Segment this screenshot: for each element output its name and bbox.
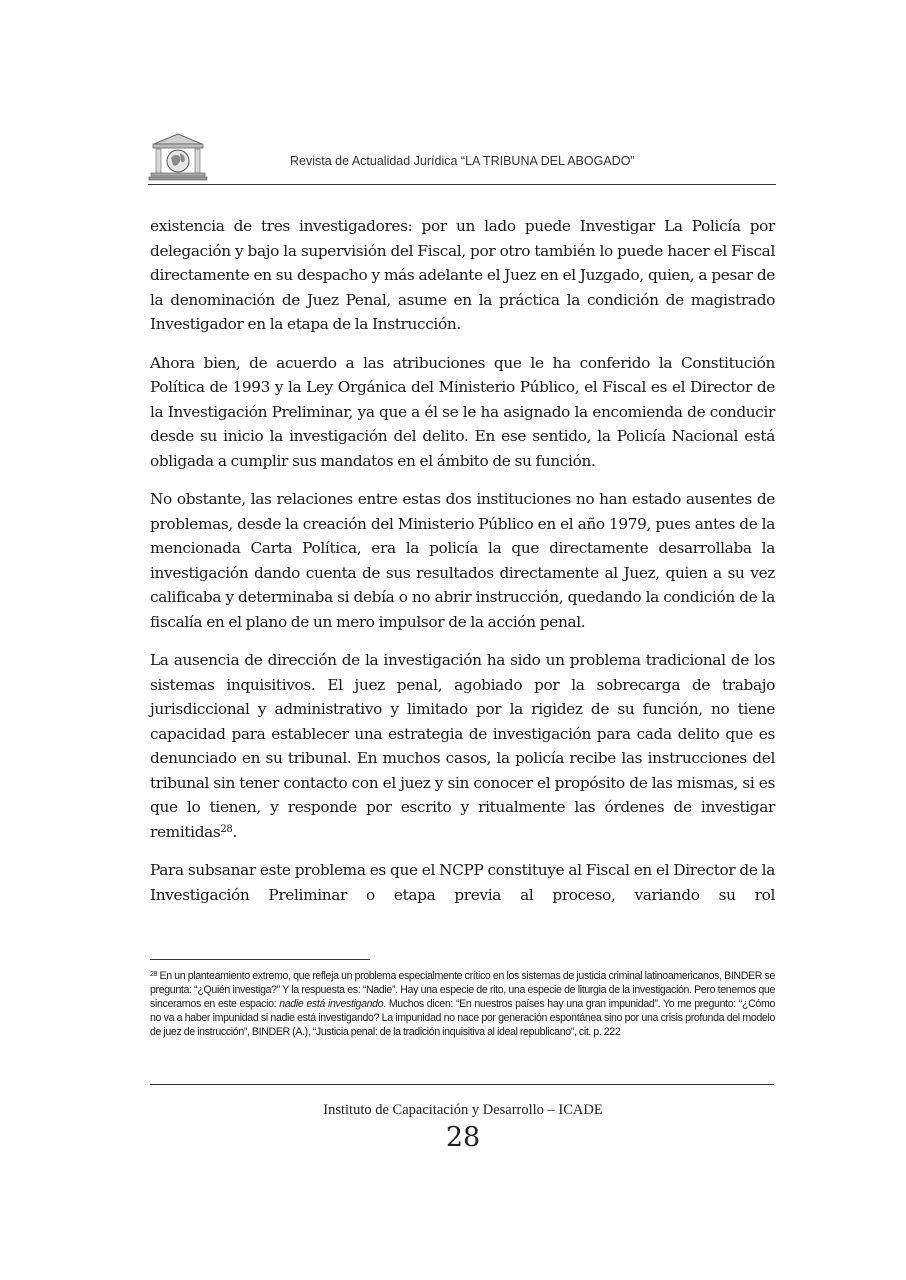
page-header xyxy=(148,126,776,185)
article-body xyxy=(150,214,775,907)
paragraph-2: Ahora bien, de acuerdo a las atribuciones que le ha conferido la Constitución Política de 1993 y la Ley Orgánica del Ministerio Público, el Fiscal es el Director de la Investigación Preliminar, ya que a él se le ha asignado la encomienda de conducir desde su inicio la investigación del delito. En ese sentido, la Policía Nacional está obligada a cumplir sus mandatos en el ámbito de su función. xyxy=(150,353,775,470)
footnote-divider xyxy=(150,959,370,960)
paragraph-5: Para subsanar este problema es que el NCPP constituye al Fiscal en el Director de la Investigación Preliminar o etapa previa al proceso, variando su rol xyxy=(150,861,775,904)
footnote-text-a: En un planteamiento extremo, que refleja un problema especialmente crítico en los sistemas de justicia criminal latinoamericanos, BINDER se pregunta: “¿Quién investiga?” Y la respuesta es: “Nadie”. Hay una especie de rito, una especie de liturgia de la investigación. Pero tenemos que sincerarnos en este espacio: xyxy=(150,970,775,1010)
paragraph-1: existencia de tres investigadores: por un lado puede Investigar La Policía por delegación y bajo la supervisión del Fiscal, por otro también lo puede hacer el Fiscal directamente en su despacho y más adelante el Juez en el Juzgado, quien, a pesar de la denominación de Juez Penal, asume en la práctica la condición de magistrado Investigador en la etapa de la Instrucción. xyxy=(150,217,775,333)
footer-institution: Instituto de Capacitación y Desarrollo – ICADE xyxy=(323,1102,603,1118)
paragraph-4-end: . xyxy=(232,822,237,841)
footnote-28 xyxy=(150,969,775,1039)
paragraph-3: No obstante, las relaciones entre estas dos instituciones no han estado ausentes de problemas, desde la creación del Ministerio Público en el año 1979, pues antes de la mencionada Carta Política, era la policía la que directamente desarrollaba la investigación dando cuenta de sus resultados directamente al Juez, quien a su vez calificaba y determinaba si debía o no abrir instrucción, quedando la condición de la fiscalía en el plano de un mero impulsor de la acción penal. xyxy=(150,490,775,631)
footnote-reference[interactable]: 28 xyxy=(220,823,233,835)
paragraph-4-text: La ausencia de dirección de la investigación ha sido un problema tradicional de los sistemas inquisitivos. El juez penal, agobiado por la sobrecarga de trabajo jurisdiccional y administrativo y limitado por la rigidez de su función, no tiene capacidad para establecer una estrategia de investigación para cada delito que es denunciado en su tribunal. En muchos casos, la policía recibe las instrucciones del tribunal sin tener contacto con el juez y sin conocer el propósito de las mismas, si es que lo tienen, y responde por escrito y ritualmente las órdenes de investigar remitidas xyxy=(150,651,775,841)
page-number: 28 xyxy=(445,1122,481,1153)
footnote-italic: nadie está investigando xyxy=(279,998,384,1010)
footnote-number: 28 xyxy=(150,971,158,978)
icade-logo-icon xyxy=(148,132,208,182)
footer-divider xyxy=(150,1084,774,1085)
journal-title: Revista de Actualidad Jurídica “LA TRIBUNA DEL ABOGADO” xyxy=(290,154,635,168)
footnote-text-b: . Muchos dicen: “En nuestros países hay una gran impunidad”. Yo me pregunto: “¿Cómo no va a haber impunidad si nadie está investigando? La impunidad no nace por generación espontánea sino por una crisis profunda del modelo de juez de instrucción”, BINDER (A.), “Justicia penal: de la tradición inquisitiva al ideal republicano”, cit. p. 222 xyxy=(150,998,775,1038)
paragraph-4 xyxy=(150,648,775,844)
